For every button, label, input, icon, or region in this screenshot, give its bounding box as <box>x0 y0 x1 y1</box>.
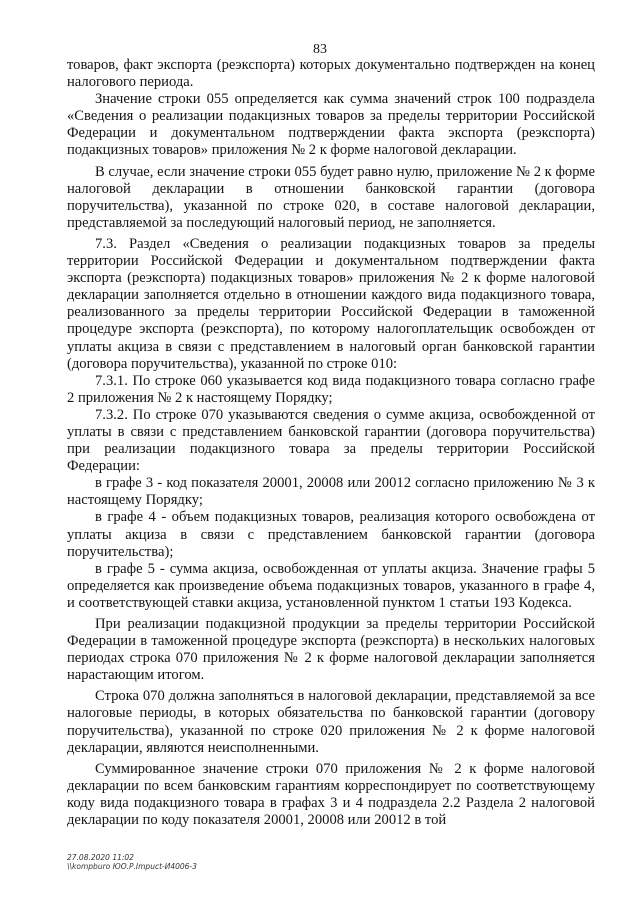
paragraph: товаров, факт экспорта (реэкспорта) которых документально подтвержден на конец налогового периода. <box>67 57 595 91</box>
paragraph: В случае, если значение строки 055 будет равно нулю, приложение № 2 к форме налоговой декларации в отношении банковской гарантии (договора поручительства), указанной по строке 020, в составе налоговой декларации, представляемой за последующий налоговый период, не заполняется. <box>67 163 595 231</box>
paragraph: в графе 3 - код показателя 20001, 20008 или 20012 согласно приложению № 3 к настоящему Порядку; <box>67 475 595 509</box>
paragraph: Значение строки 055 определяется как сумма значений строк 100 подраздела «Сведения о реализации подакцизных товаров за пределы территории Российской Федерации и документальном подтверждении факта экспорта (реэкспорта) подакцизных товаров» приложения № 2 к форме налоговой декларации. <box>67 91 595 159</box>
print-stamp <box>67 853 197 871</box>
paragraph: Суммированное значение строки 070 приложения № 2 к форме налоговой декларации по всем банковским гарантиям корреспондирует по соответствующему коду вида подакцизного товара в графах 3 и 4 подраздела 2.2 Раздела 2 налоговой декларации по коду показателя 20001, 20008 или 20012 в той <box>67 760 595 829</box>
paragraph: 7.3. Раздел «Сведения о реализации подакцизных товаров за пределы территории Российской Федерации и документальном подтверждении факта экспорта (реэкспорта) подакцизных товаров» приложения № 2 к форме налоговой декларации заполняется отдельно в отношении каждого вида подакцизного товара, реализованного за пределы территории Российской Федерации в таможенной процедуре экспорта (реэкспорта), по которому налогоплательщик освобожден от уплаты акциза в связи с представлением в налоговый орган банковской гарантии (договора поручительства), указанной по строке 010: <box>67 235 595 372</box>
paragraph: в графе 4 - объем подакцизных товаров, реализация которого освобождена от уплаты акциза в связи с представлением банковской гарантии (договора поручительства); <box>67 509 595 560</box>
paragraph: Строка 070 должна заполняться в налоговой декларации, представляемой за все налоговые периоды, в которых обязательства по банковской гарантии (договору поручительства), указанной по строке 020 приложения № 2 к форме налоговой декларации, являются неисполненными. <box>67 688 595 756</box>
stamp-date: 27.08.2020 11:02 <box>67 853 134 862</box>
paragraph: При реализации подакцизной продукции за пределы территории Российской Федерации в таможенной процедуре экспорта (реэкспорта) в нескольких налоговых периодах строка 070 приложения № 2 к форме налоговой декларации заполняется нарастающим итогом. <box>67 616 595 684</box>
paragraph: 7.3.1. По строке 060 указывается код вида подакцизного товара согласно графе 2 приложения № 2 к настоящему Порядку; <box>67 372 595 406</box>
document-body <box>67 57 595 829</box>
paragraph: в графе 5 - сумма акциза, освобожденная от уплаты акциза. Значение графы 5 определяется как произведение объема подакцизных товаров, указанного в графе 4, и соответствующей ставки акциза, установленной пунктом 1 статьи 193 Кодекса. <box>67 560 595 611</box>
paragraph: 7.3.2. По строке 070 указываются сведения о сумме акциза, освобожденной от уплаты в связи с представлением банковской гарантии (договора поручительства) при реализации подакцизного товара за пределы территории Российской Федерации: <box>67 406 595 475</box>
stamp-path: \\kompburo ЮО.Р.Impuct-И4006-3 <box>67 862 197 871</box>
page-number: 83 <box>313 42 327 57</box>
